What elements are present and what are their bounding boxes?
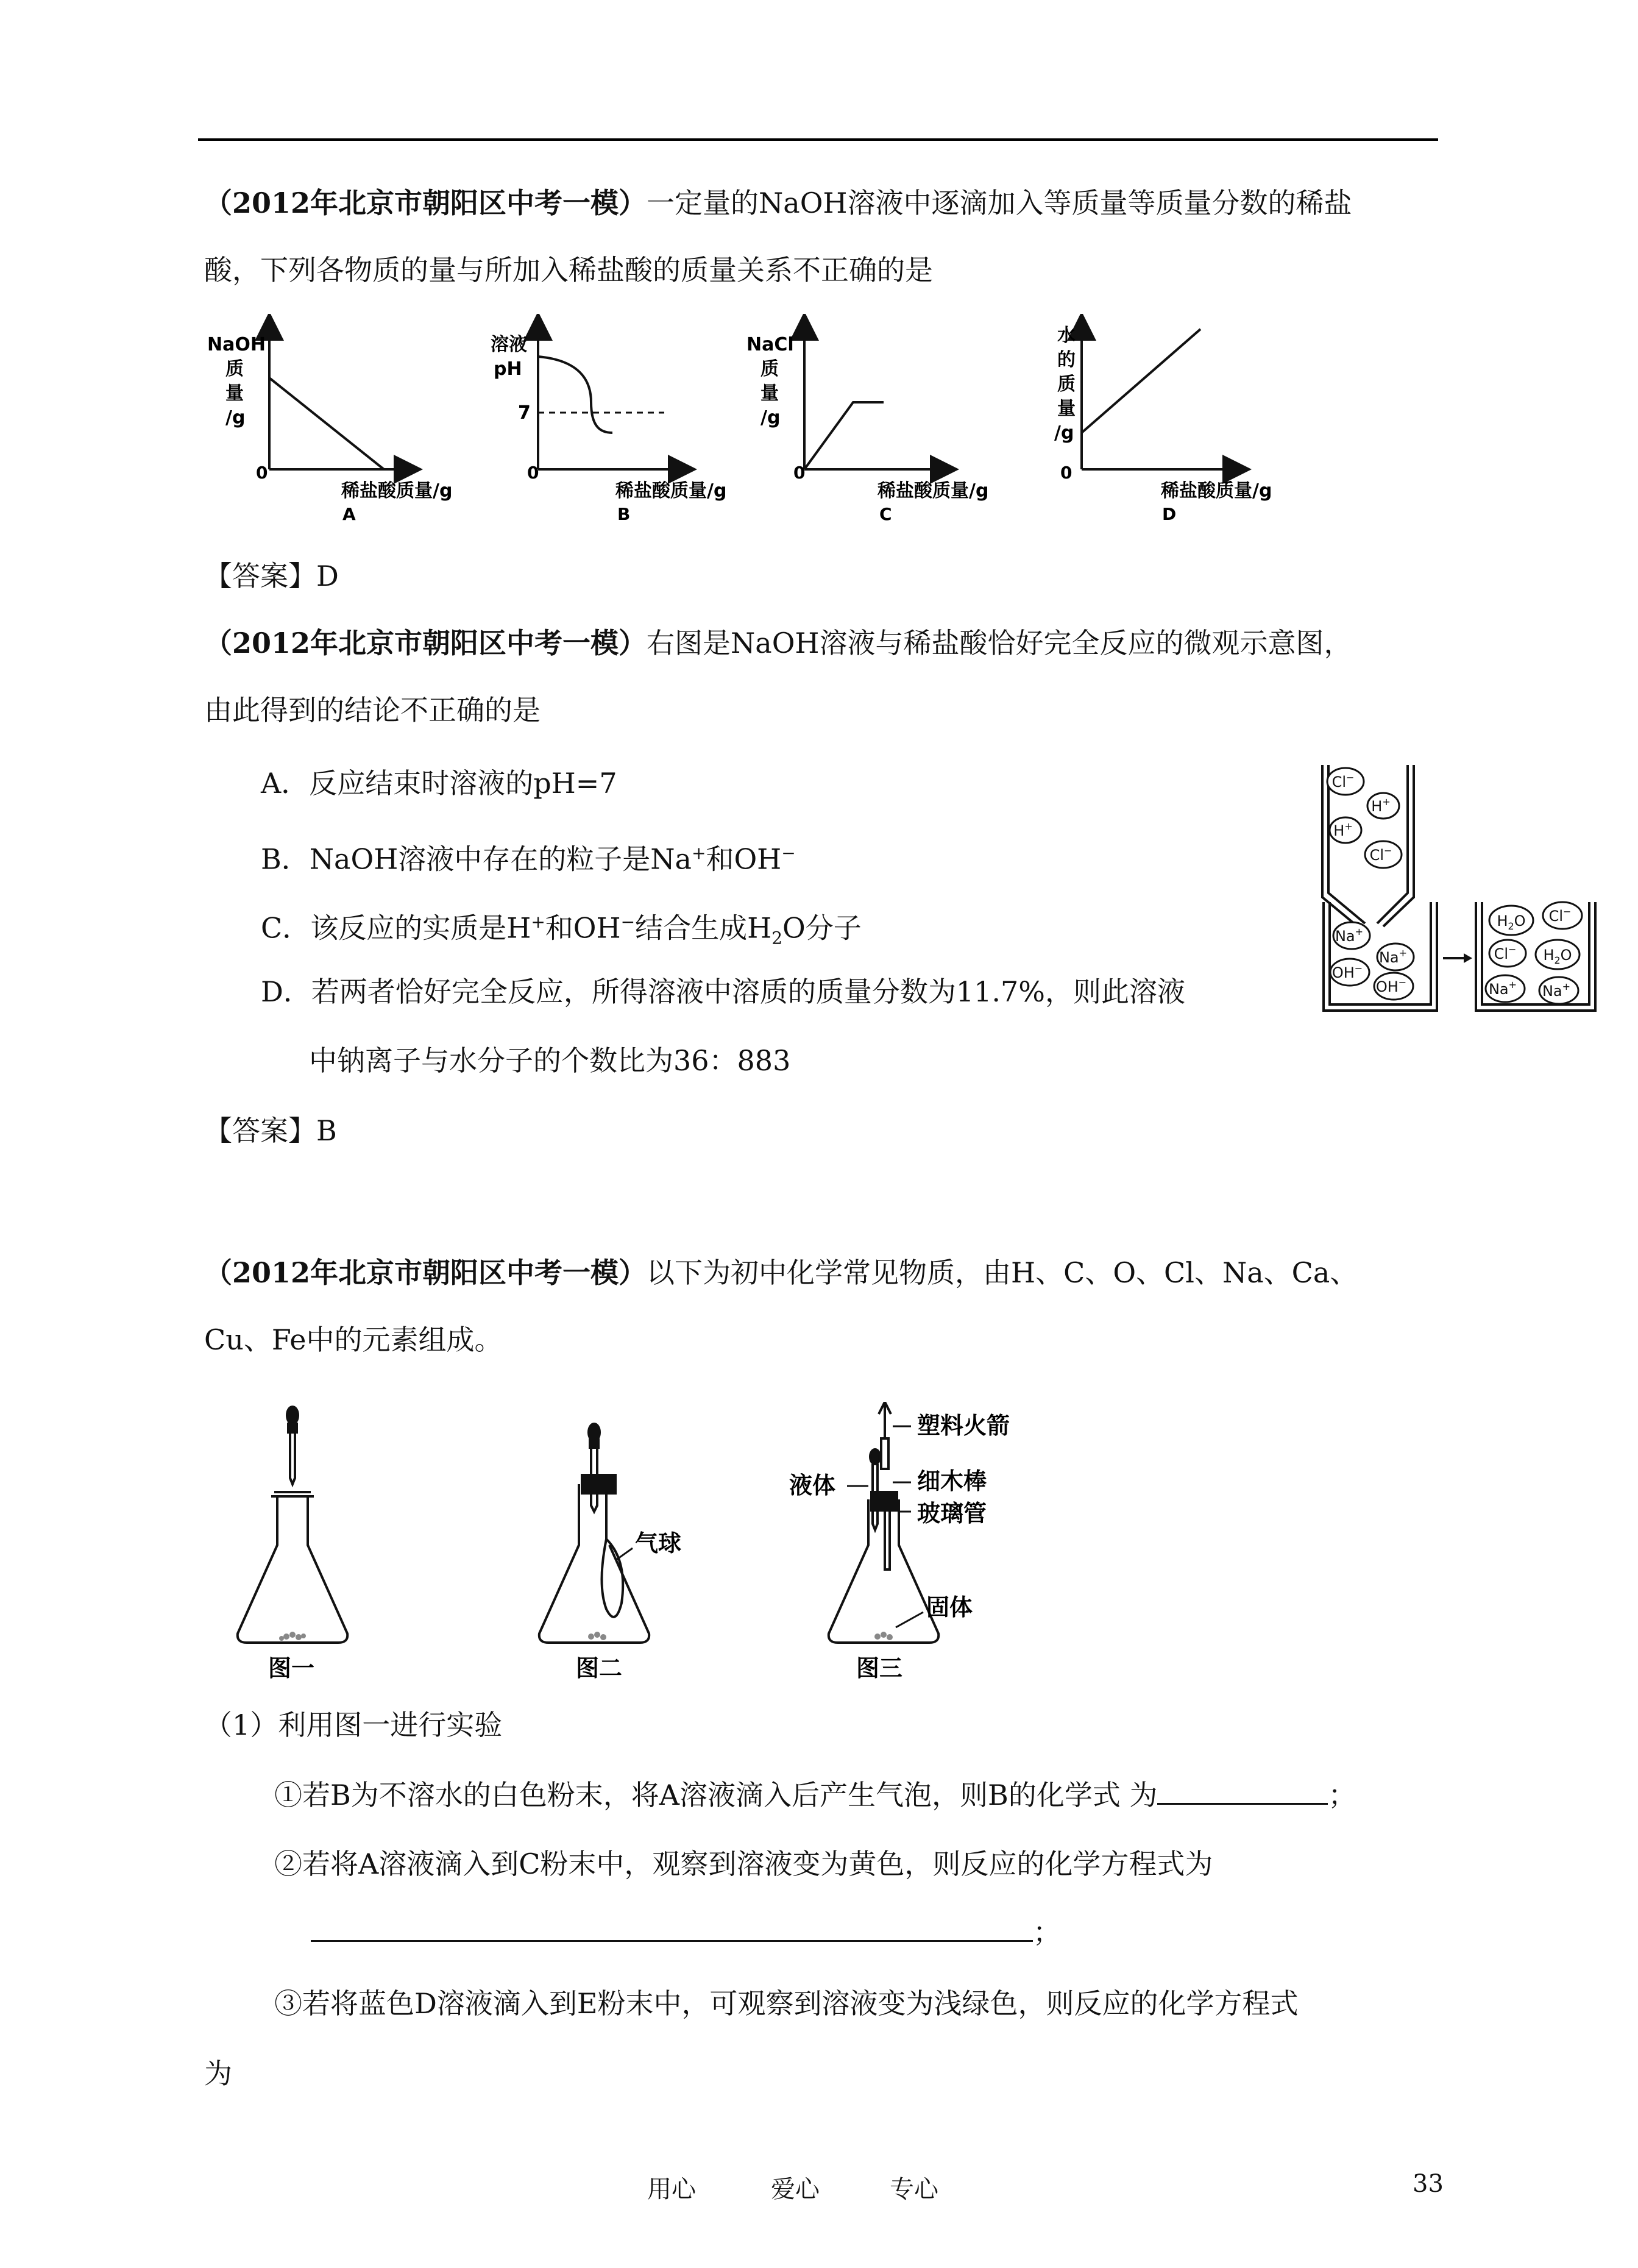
- graph-b-ylabel1: 溶液: [491, 334, 527, 355]
- svg-text:Na+: Na+: [1378, 947, 1408, 966]
- graph-c-line: [804, 402, 884, 469]
- q2-option-a: A．反应结束时溶液的pH=7: [261, 767, 617, 800]
- graph-a-ylabel2: 质: [225, 358, 244, 380]
- graph-c-origin: 0: [793, 463, 806, 483]
- graph-a-ylabel1: NaOH: [207, 334, 266, 355]
- graph-b-label: B: [617, 504, 631, 524]
- footer-motto-2: 爱心: [771, 2175, 820, 2203]
- q3-step-3-line2: 为: [204, 2057, 232, 2090]
- graph-d: [1054, 325, 1272, 524]
- svg-text:Cl−: Cl−: [1494, 944, 1517, 962]
- svg-text:Cl−: Cl−: [1369, 845, 1392, 864]
- q3-line1: （2012年北京市朝阳区中考一模）以下为初中化学常见物质，由H、C、O、Cl、Na、Ca、: [204, 1256, 1358, 1289]
- page-number: 33: [1413, 2170, 1444, 2198]
- graph-b-curve: [538, 357, 612, 433]
- svg-text:H+: H+: [1333, 820, 1353, 839]
- graph-d-origin: 0: [1060, 463, 1072, 483]
- fig1-label: 图一: [268, 1655, 315, 1682]
- graph-a: [207, 326, 452, 524]
- figure-1: [238, 1407, 347, 1643]
- q2-option-d-line1: D．若两者恰好完全反应，所得溶液中溶质的质量分数为11.7%，则此溶液: [261, 975, 1186, 1008]
- q3-step-1: ①若B为不溶水的白色粉末，将A溶液滴入后产生气泡，则B的化学式 为 ；: [274, 1779, 1356, 1811]
- graph-d-xlabel: 稀盐酸质量/g: [1161, 480, 1272, 502]
- balloon-label: 气球: [635, 1530, 682, 1557]
- graph-d-line: [1082, 329, 1200, 433]
- graph-d-ylabel1: 水: [1057, 325, 1076, 346]
- q3-subquestion-1: （1）利用图一进行实验: [204, 1708, 503, 1741]
- graph-c-xlabel: 稀盐酸质量/g: [878, 480, 989, 502]
- header-rule: [198, 138, 1438, 141]
- graph-d-label: D: [1162, 504, 1177, 524]
- graph-d-ylabel4: 量: [1057, 398, 1076, 419]
- graph-b: [491, 326, 726, 524]
- q3-apparatus: [225, 1402, 1066, 1694]
- graph-b-tick7: 7: [518, 402, 531, 424]
- svg-text:Cl−: Cl−: [1331, 772, 1355, 791]
- svg-text:OH−: OH−: [1331, 962, 1363, 981]
- svg-text:Cl−: Cl−: [1548, 906, 1572, 925]
- q3-step-3: ③若将蓝色D溶液滴入到E粉末中，可观察到溶液变为浅绿色，则反应的化学方程式: [274, 1987, 1299, 2020]
- graph-b-origin: 0: [527, 463, 539, 483]
- q2-line2: 由此得到的结论不正确的是: [204, 694, 541, 727]
- svg-text:Na+: Na+: [1335, 926, 1364, 945]
- footer-motto-1: 用心: [647, 2175, 696, 2203]
- graph-c-label: C: [879, 504, 892, 524]
- solid-label: 固体: [926, 1594, 973, 1621]
- q3-step-2: ②若将A溶液滴入到C粉末中，观察到溶液变为黄色，则反应的化学方程式为: [274, 1847, 1213, 1880]
- q3-step-2-blank-line: ；: [311, 1914, 1061, 1950]
- graph-b-ylabel2: pH: [494, 358, 522, 380]
- graph-a-ylabel3: 量: [225, 383, 244, 404]
- answer-blank-1[interactable]: [1157, 1803, 1328, 1805]
- q2-option-c: C．该反应的实质是H+和OH−结合生成$H_2O$分子: [261, 911, 862, 948]
- figure-2: [539, 1424, 649, 1643]
- answer-blank-2[interactable]: [311, 1940, 1033, 1942]
- graph-d-ylabel3: 质: [1057, 374, 1076, 395]
- q1-graphs: [201, 314, 1298, 533]
- graph-a-ylabel4: /g: [225, 407, 246, 428]
- q1-line2: 酸，下列各物质的量与所加入稀盐酸的质量关系不正确的是: [204, 254, 933, 286]
- q1-line1: （2012年北京市朝阳区中考一模）一定量的NaOH溶液中逐滴加入等质量等质量分数的稀盐: [204, 187, 1352, 219]
- fig3-label: 图三: [856, 1655, 903, 1682]
- graph-c-ylabel1: NaCl: [746, 334, 794, 355]
- graph-c-ylabel2: 质: [760, 358, 779, 380]
- stick-label: 细木棒: [917, 1468, 987, 1495]
- graph-b-xlabel: 稀盐酸质量/g: [615, 480, 727, 502]
- svg-text:H2O: $H_2O$: [1543, 947, 1572, 966]
- graph-c-ylabel4: /g: [760, 407, 781, 428]
- graph-c: [746, 326, 988, 524]
- q2-micro-diagram: [1316, 762, 1609, 1018]
- footer-motto-3: 专心: [890, 2175, 938, 2203]
- svg-text:Na+: Na+: [1542, 981, 1571, 1000]
- graph-a-origin: 0: [256, 463, 268, 483]
- svg-text:Na+: Na+: [1488, 979, 1517, 998]
- graph-a-line: [269, 378, 384, 469]
- graph-a-xlabel: 稀盐酸质量/g: [341, 480, 453, 502]
- fig2-label: 图二: [576, 1655, 623, 1682]
- liquid-label: 液体: [789, 1472, 836, 1499]
- q2-line1: （2012年北京市朝阳区中考一模）右图是NaOH溶液与稀盐酸恰好完全反应的微观示意图，: [204, 627, 1352, 659]
- svg-text:H2O: $H_2O$: [1497, 912, 1526, 932]
- svg-text:H+: H+: [1371, 796, 1391, 815]
- q1-answer: 【答案】D: [204, 560, 339, 592]
- graph-c-ylabel3: 量: [760, 383, 779, 404]
- graph-d-ylabel2: 的: [1057, 349, 1076, 371]
- q2-option-b: B．NaOH溶液中存在的粒子是Na+和OH−: [261, 842, 796, 876]
- graph-a-label: A: [342, 504, 356, 524]
- q3-line2: Cu、Fe中的元素组成。: [204, 1323, 503, 1356]
- glass-tube-label: 玻璃管: [917, 1500, 987, 1527]
- graph-d-ylabel5: /g: [1054, 422, 1074, 444]
- svg-text:OH−: OH−: [1375, 976, 1407, 995]
- rocket-label: 塑料火箭: [917, 1412, 1010, 1439]
- q2-answer: 【答案】B: [204, 1114, 337, 1147]
- q2-option-d-line2: 中钠离子与水分子的个数比为36：883: [309, 1044, 791, 1077]
